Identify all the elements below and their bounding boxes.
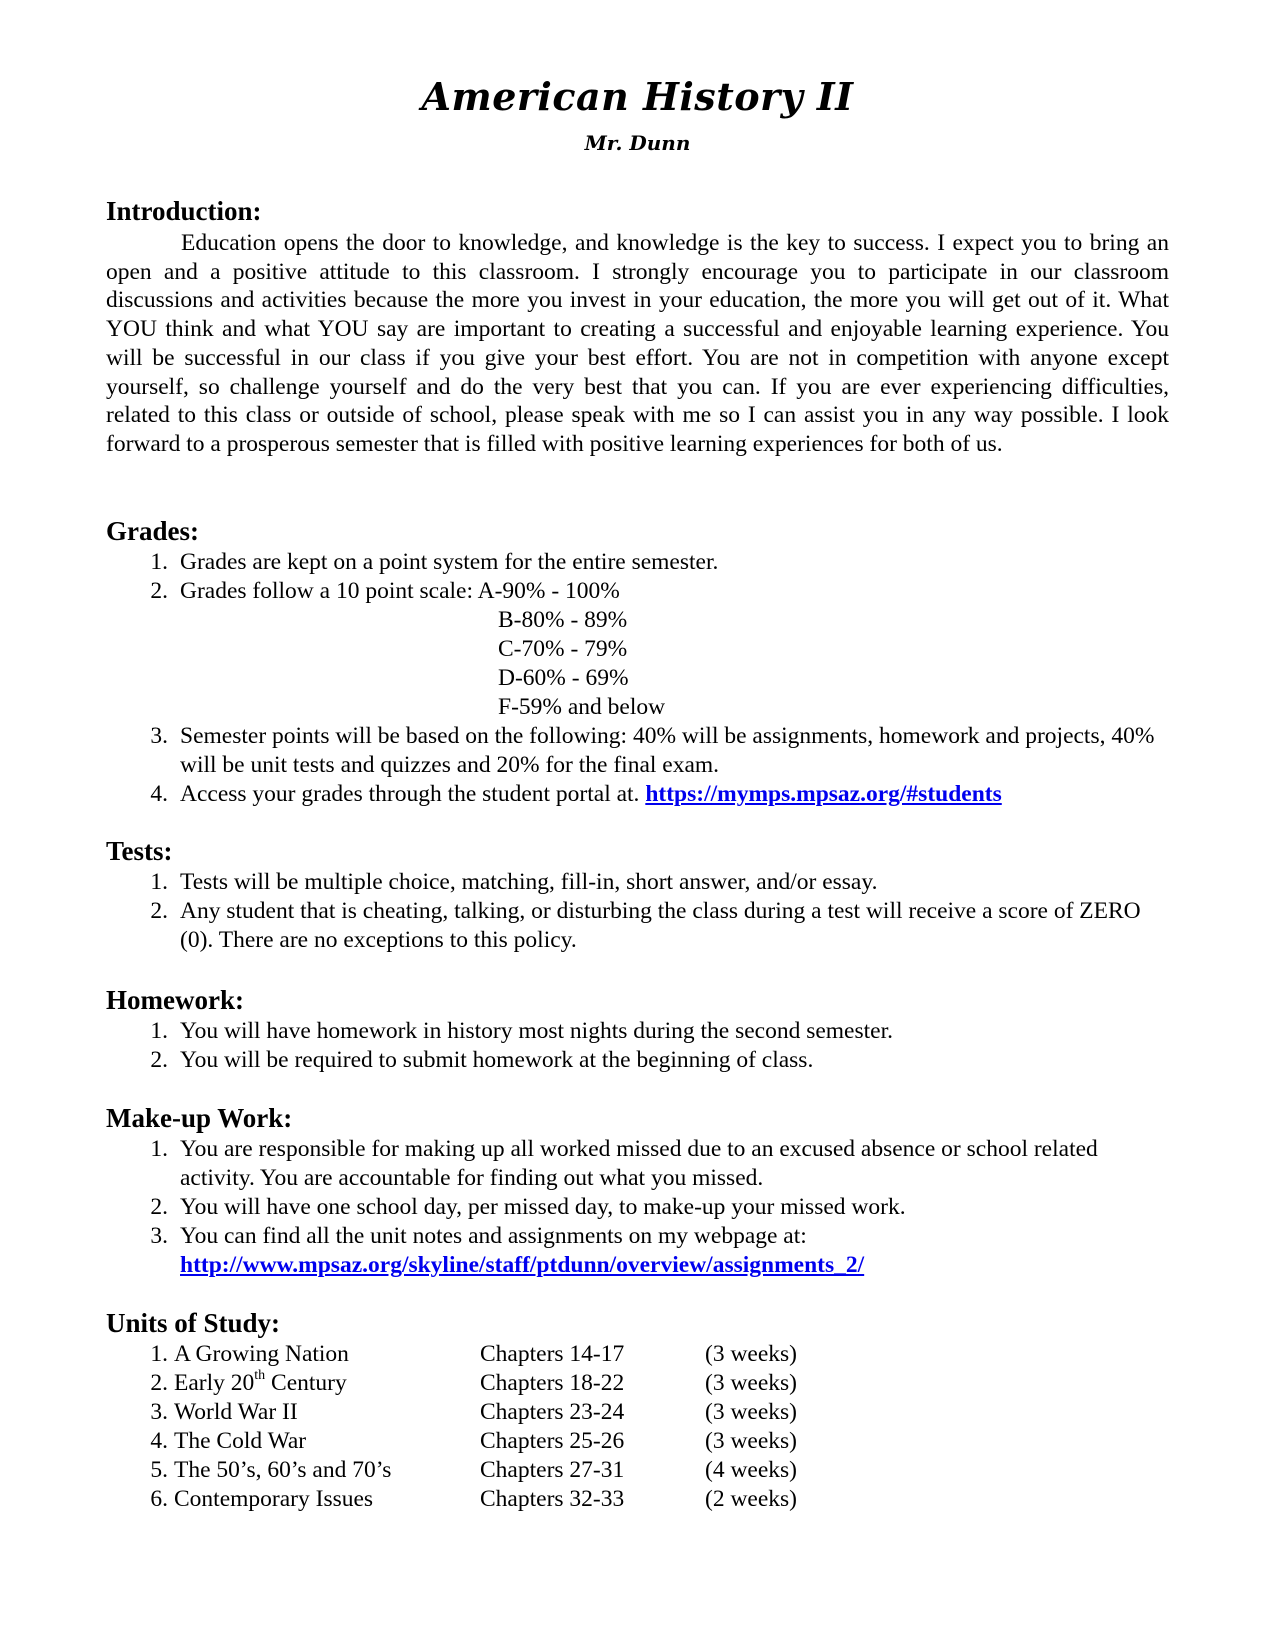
list-number: 4. — [150, 781, 168, 807]
list-text: Grades follow a 10 point scale: A-90% - 100% — [180, 578, 620, 604]
list-text: You will be required to submit homework at the beginning of class. — [180, 1047, 814, 1073]
unit-name: The Cold War — [174, 1428, 307, 1454]
list-text — [180, 780, 1002, 809]
unit-weeks: (3 weeks) — [705, 1341, 798, 1367]
list-text: Semester points will be based on the following: 40% will be assignments, homework and projects, 40% will be unit tests and quizzes and 20% for the final exam. — [180, 723, 1155, 778]
grades-heading: Grades: — [106, 516, 199, 546]
unit-name-part: Century — [265, 1370, 347, 1396]
list-number: 2. — [150, 578, 168, 604]
unit-weeks: (3 weeks) — [705, 1428, 798, 1454]
list-number: 2. — [150, 1047, 168, 1073]
introduction-paragraph — [106, 229, 1169, 459]
list-number: 1. — [150, 869, 168, 895]
list-text: You are responsible for making up all worked missed due to an excused absence or school related activity. You are accountable for finding out what you missed. — [180, 1136, 1098, 1191]
unit-name: World War II — [174, 1399, 298, 1425]
unit-weeks: (3 weeks) — [705, 1370, 798, 1396]
unit-chapters: Chapters 23-24 — [480, 1399, 625, 1425]
unit-name-superscript: th — [254, 1368, 266, 1384]
list-number: 1. — [150, 1018, 168, 1044]
unit-chapters: Chapters 32-33 — [480, 1486, 625, 1512]
unit-name-part: Early 20 — [174, 1370, 255, 1396]
list-number: 3. — [150, 1223, 168, 1249]
unit-number: 2. — [150, 1370, 168, 1396]
list-text: You can find all the unit notes and assignments on my webpage at: — [180, 1223, 807, 1249]
makeup-heading: Make-up Work: — [106, 1103, 293, 1133]
list-number: 1. — [150, 549, 168, 575]
unit-number: 3. — [150, 1399, 168, 1425]
grade-scale-d: D-60% - 69% — [498, 665, 629, 691]
tests-heading: Tests: — [106, 836, 173, 866]
list-number: 1. — [150, 1136, 168, 1162]
unit-number: 4. — [150, 1428, 168, 1454]
units-heading: Units of Study: — [106, 1308, 281, 1338]
unit-name: A Growing Nation — [174, 1341, 349, 1367]
homework-heading: Homework: — [106, 985, 244, 1015]
unit-chapters: Chapters 18-22 — [480, 1370, 625, 1396]
unit-weeks: (4 weeks) — [705, 1457, 798, 1483]
unit-chapters: Chapters 14-17 — [480, 1341, 625, 1367]
grade-scale-b: B-80% - 89% — [498, 607, 628, 633]
unit-number: 1. — [150, 1341, 168, 1367]
unit-name: Contemporary Issues — [174, 1486, 374, 1512]
portal-text: Access your grades through the student portal at. — [180, 781, 646, 807]
list-text: You will have one school day, per missed day, to make-up your missed work. — [180, 1194, 906, 1220]
list-text: Grades are kept on a point system for the entire semester. — [180, 549, 719, 575]
webpage-link[interactable]: http://www.mpsaz.org/skyline/staff/ptdunn/overview/assignments_2/ — [180, 1252, 865, 1278]
grade-scale-f: F-59% and below — [498, 694, 666, 720]
unit-number: 5. — [150, 1457, 168, 1483]
student-portal-link[interactable]: https://mymps.mpsaz.org/#students — [645, 781, 1002, 807]
page-title: American History II — [421, 74, 854, 119]
unit-chapters: Chapters 25-26 — [480, 1428, 625, 1454]
introduction-text: Education opens the door to knowledge, and knowledge is the key to success. I expect you to bring an open and a positive attitude to this classroom. I strongly encourage you to participate in our classroom discussions and activities because the more you invest in your education, the more you will get out of it. What YOU think and what YOU say are important to creating a successful and enjoyable learning experience. You will be successful in our class if you give your best effort. You are not in competition with anyone except yourself, so challenge yourself and do the very best that you can. If you are ever experiencing difficulties, related to this class or outside of school, please speak with me so I can assist you in any way possible. I look forward to a prosperous semester that is filled with positive learning experiences for both of us. — [106, 230, 1169, 457]
teacher-name: Mr. Dunn — [584, 131, 691, 155]
list-text: Tests will be multiple choice, matching, fill-in, short answer, and/or essay. — [180, 869, 878, 895]
list-number: 2. — [150, 1194, 168, 1220]
unit-chapters: Chapters 27-31 — [480, 1457, 625, 1483]
unit-name — [174, 1369, 347, 1398]
introduction-heading: Introduction: — [106, 196, 262, 226]
unit-weeks: (2 weeks) — [705, 1486, 798, 1512]
list-number: 3. — [150, 723, 168, 749]
grade-scale-c: C-70% - 79% — [498, 636, 628, 662]
list-text: Any student that is cheating, talking, or disturbing the class during a test will receive a score of ZERO (0). There are no exceptions to this policy. — [180, 898, 1141, 953]
list-text: You will have homework in history most nights during the second semester. — [180, 1018, 893, 1044]
unit-number: 6. — [150, 1486, 168, 1512]
unit-weeks: (3 weeks) — [705, 1399, 798, 1425]
list-number: 2. — [150, 898, 168, 924]
unit-name: The 50’s, 60’s and 70’s — [174, 1457, 392, 1483]
